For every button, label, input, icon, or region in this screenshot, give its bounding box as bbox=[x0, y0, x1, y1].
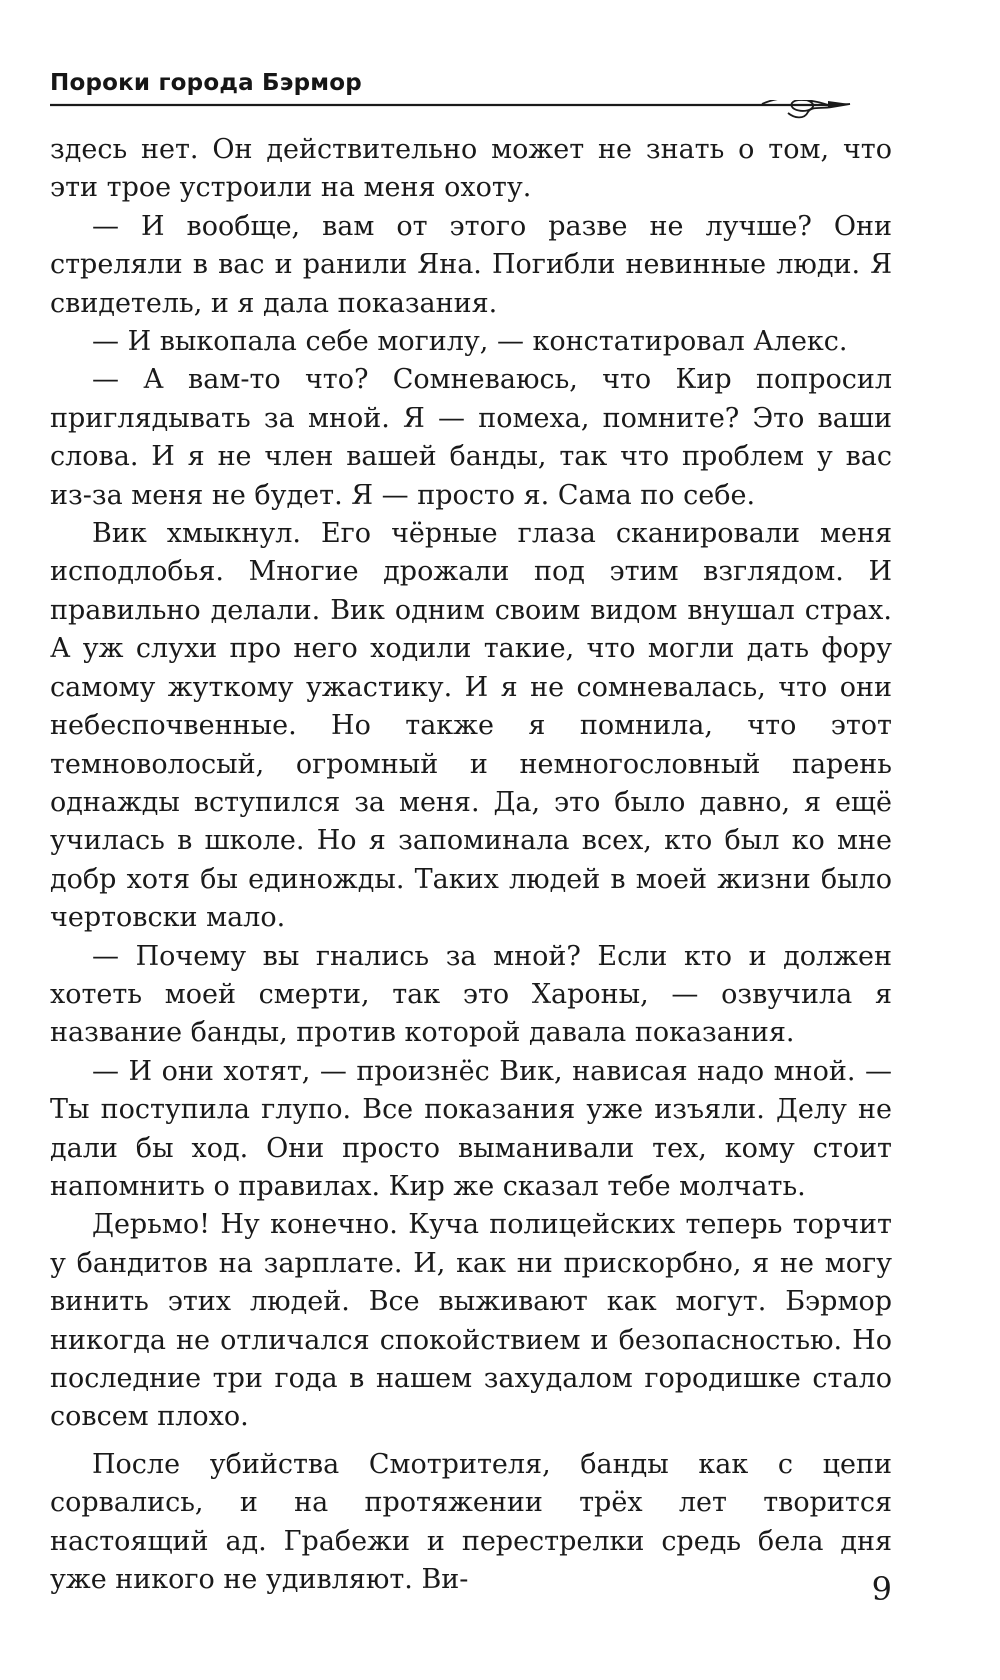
paragraph: Дерьмо! Ну конечно. Куча полицейских теперь торчит у бандитов на зарплате. И, как ни прискорбно, я не могу винить этих людей. Все выживают как могут. Бэрмор никогда не отличался спокойствием и безопасностью. Но последние три года в нашем захудалом городишке стало совсем плохо. bbox=[50, 1209, 892, 1433]
paragraph: — И они хотят, — произнёс Вик, нависая надо мной. — Ты поступила глупо. Все показания уже изъяли. Делу не дали бы ход. Они просто выманивали тех, кому стоит напомнить о правилах. Кир же сказал тебе молчать. bbox=[50, 1055, 892, 1202]
paragraph: — А вам-то что? Сомневаюсь, что Кир попросил приглядывать за мной. Я — помеха, помните? Это ваши слова. И я не член вашей банды, так что проблем у вас из-за меня не будет. Я — просто я. Сама по себе. bbox=[50, 364, 892, 511]
paragraph: — Почему вы гнались за мной? Если кто и должен хотеть моей смерти, так это Хароны, — озвучила я название банды, против которой давала показания. bbox=[50, 940, 892, 1049]
body-text bbox=[50, 131, 892, 1599]
paragraph: После убийства Смотрителя, банды как с цепи сорвались, и на протяжении трёх лет творится настоящий ад. Грабежи и перестрелки средь бела дня уже никого не удивляют. Ви- bbox=[50, 1448, 892, 1596]
paragraph: — И вообще, вам от этого разве не лучше? Они стреляли в вас и ранили Яна. Погибли невинные люди. Я свидетель, и я дала показания. bbox=[50, 210, 892, 319]
paragraph: здесь нет. Он действительно может не знать о том, что эти трое устроили на меня охоту. bbox=[50, 134, 892, 204]
running-head: Пороки города Бэрмор bbox=[50, 70, 362, 96]
paragraph: Вик хмыкнул. Его чёрные глаза сканировали меня исподлобья. Многие дрожали под этим взглядом. И правильно делали. Вик одним своим видом внушал страх. А уж слухи про него ходили такие, что могли дать фору самому жуткому ужастику. И я не сомневалась, что они небеспочвенные. Но также я помнила, что этот темноволосый, огромный и немногословный парень однажды вступился за меня. Да, это было давно, я ещё училась в школе. Но я запоминала всех, кто был ко мне добр хотя бы единожды. Таких людей в моей жизни было чертовски мало. bbox=[50, 518, 892, 934]
paragraph: — И выкопала себе могилу, — констатировал Алекс. bbox=[92, 326, 848, 358]
pen-tip bbox=[828, 101, 850, 108]
header-rule-ornament bbox=[50, 100, 890, 130]
page-number: 9 bbox=[871, 1570, 892, 1608]
